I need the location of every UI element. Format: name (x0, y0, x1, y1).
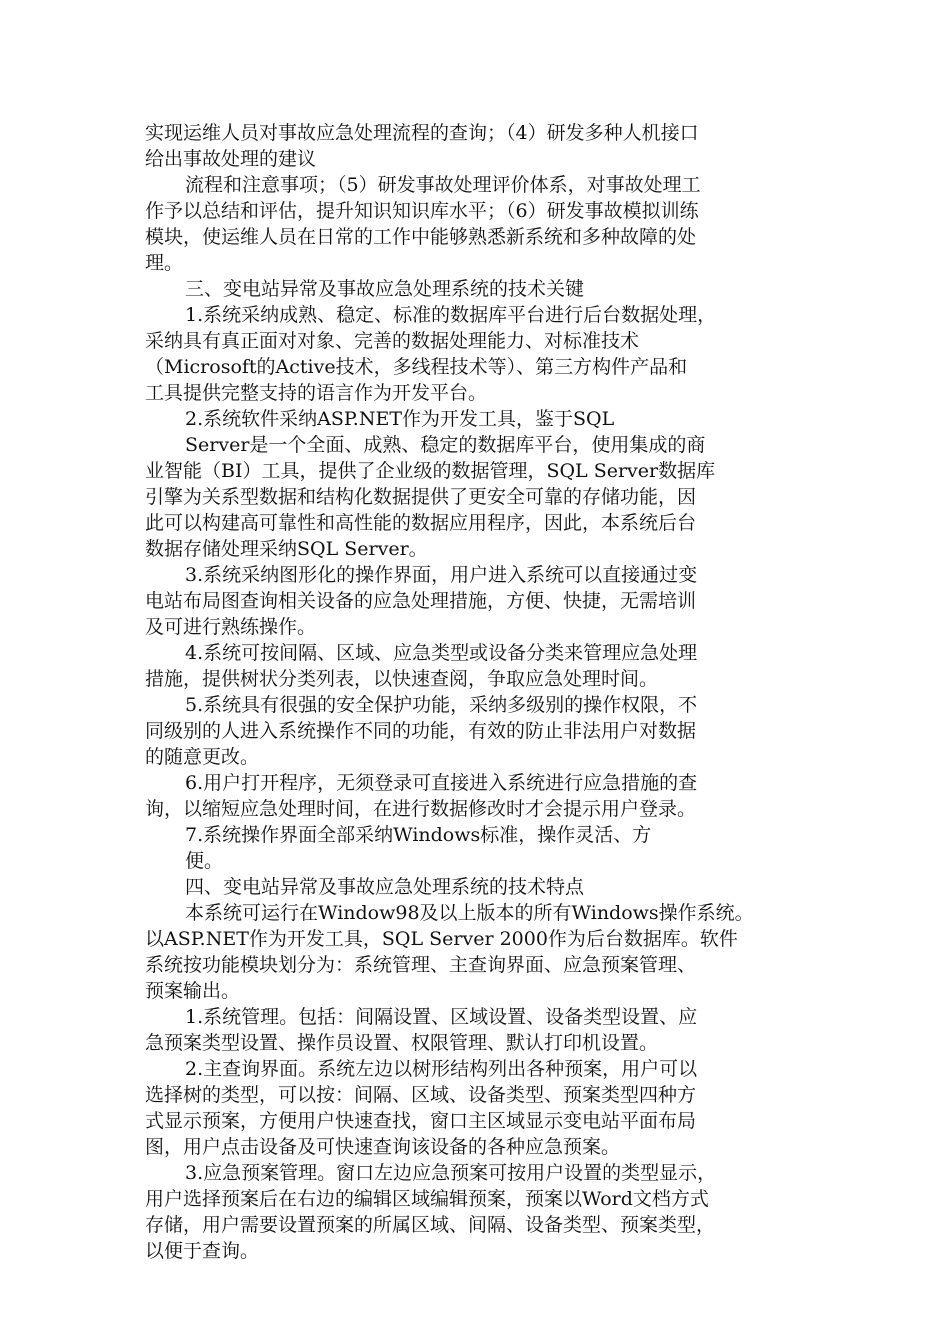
text-line: 电站布局图查询相关设备的应急处理措施，方便、快捷，无需培训 (145, 590, 697, 612)
text-line: 及可进行熟练操作。 (145, 616, 317, 638)
text-line: 存储，用户需要设置预案的所属区域、间隔、设备类型、预案类型， (145, 1214, 716, 1236)
text-line: 此可以构建高可靠性和高性能的数据应用程序，因此，本系统后台 (145, 512, 697, 534)
text-line: 措施，提供树状分类列表，以快速查阅，争取应急处理时间。 (145, 668, 659, 690)
text-line: 引擎为关系型数据和结构化数据提供了更安全可靠的存储功能，因 (145, 486, 697, 508)
text-line: 业智能（BI）工具，提供了企业级的数据管理，SQL Server数据库 (145, 460, 716, 482)
text-line: 用户选择预案后在右边的编辑区域编辑预案，预案以Word文档方式 (145, 1188, 709, 1210)
text-line: 理。 (145, 252, 184, 274)
text-line: 三、变电站异常及事故应急处理系统的技术关键 (185, 278, 585, 300)
text-line: 同级别的人进入系统操作不同的功能，有效的防止非法用户对数据 (145, 720, 697, 742)
document-body (145, 120, 825, 1264)
text-line: Server是一个全面、成熟、稳定的数据库平台，使用集成的商 (185, 434, 706, 456)
text-line: 数据存储处理采纳SQL Server。 (145, 538, 428, 560)
text-line: 本系统可运行在Window98及以上版本的所有Windows操作系统。 (185, 902, 754, 924)
text-line: 以ASP.NET作为开发工具，SQL Server 2000作为后台数据库。软件 (145, 928, 738, 950)
text-line: 以便于查询。 (145, 1240, 260, 1262)
text-line: 的随意更改。 (145, 746, 260, 768)
text-line: 5.系统具有很强的安全保护功能，采纳多级别的操作权限，不 (185, 694, 698, 716)
text-line: 图，用户点击设备及可快速查询该设备的各种应急预案。 (145, 1136, 621, 1158)
text-line: 作予以总结和评估，提升知识知识库水平；（6）研发事故模拟训练 (145, 200, 699, 222)
text-line: 实现运维人员对事故应急处理流程的查询；（4）研发多种人机接口 (145, 122, 699, 144)
text-line: 2.主查询界面。系统左边以树形结构列出各种预案，用户可以 (185, 1058, 698, 1080)
text-line: 选择树的类型，可以按：间隔、区域、设备类型、预案类型四种方 (145, 1084, 697, 1106)
text-line: 7.系统操作界面全部采纳Windows标准，操作灵活、方 (185, 824, 652, 846)
text-line: 四、变电站异常及事故应急处理系统的技术特点 (185, 876, 585, 898)
text-line: 模块，使运维人员在日常的工作中能够熟悉新系统和多种故障的处 (145, 226, 697, 248)
text-line: 便。 (185, 850, 224, 872)
text-line: 流程和注意事项；（5）研发事故处理评价体系，对事故处理工 (185, 174, 701, 196)
text-line: 4.系统可按间隔、区域、应急类型或设备分类来管理应急处理 (185, 642, 698, 664)
text-line: 6.用户打开程序，无须登录可直接进入系统进行应急措施的查 (185, 772, 698, 794)
text-line: 3.应急预案管理。窗口左边应急预案可按用户设置的类型显示， (185, 1162, 717, 1184)
text-line: 给出事故处理的建议 (145, 148, 317, 170)
text-line: 预案输出。 (145, 980, 241, 1002)
text-line: 询，以缩短应急处理时间，在进行数据修改时才会提示用户登录。 (145, 798, 697, 820)
text-line: 急预案类型设置、操作员设置、权限管理、默认打印机设置。 (145, 1032, 659, 1054)
text-line: 采纳具有真正面对对象、完善的数据处理能力、对标准技术 (145, 330, 640, 352)
text-line: 1.系统管理。包括：间隔设置、区域设置、设备类型设置、应 (185, 1006, 698, 1028)
text-line: 工具提供完整支持的语言作为开发平台。 (145, 382, 488, 404)
text-line: （Microsoft的Active技术，多线程技术等）、第三方构件产品和 (145, 356, 688, 378)
text-line: 3.系统采纳图形化的操作界面，用户进入系统可以直接通过变 (185, 564, 698, 586)
text-line: 系统按功能模块划分为：系统管理、主查询界面、应急预案管理、 (145, 954, 697, 976)
text-line: 2.系统软件采纳ASP.NET作为开发工具，鉴于SQL (185, 408, 615, 430)
text-line: 式显示预案，方便用户快速查找，窗口主区域显示变电站平面布局 (145, 1110, 697, 1132)
text-line: 1.系统采纳成熟、稳定、标准的数据库平台进行后台数据处理， (185, 304, 717, 326)
